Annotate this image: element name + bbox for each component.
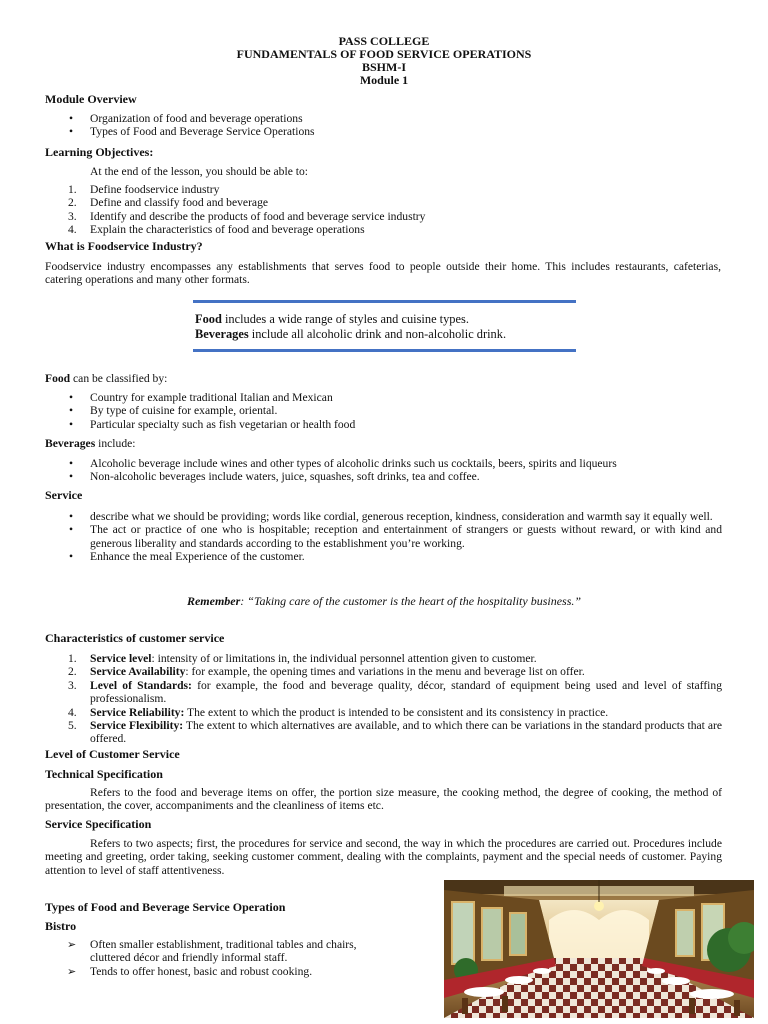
course-title: FUNDAMENTALS OF FOOD SERVICE OPERATIONS (236, 47, 532, 61)
list-item: ➢ Tends to offer honest, basic and robust cooking. (90, 965, 372, 978)
list-item: • Alcoholic beverage include wines and other types of alcoholic drinks such us cocktails, beers, spirits and liqueurs (90, 457, 730, 470)
level-heading: Level of Customer Service (45, 747, 180, 761)
document-header (0, 35, 768, 87)
list-item: 5. Service Flexibility: The extent to which alternatives are available, and to which there can be variations in the standard products that are offered. (68, 719, 722, 746)
list-item: 4. Explain the characteristics of food and beverage operations (68, 223, 365, 237)
list-item: • Types of Food and Beverage Service Operations (90, 125, 315, 138)
industry-paragraph: Foodservice industry encompasses any establishments that serves food to people outside their home. This includes restaurants, cafeterias, catering operations and many other formats. (45, 260, 721, 287)
box-top-rule (193, 300, 576, 303)
food-intro: Food can be classified by: (45, 372, 168, 385)
list-item: 4. Service Reliability: The extent to which the product is intended to be consistent and its consistency in practice. (68, 705, 609, 719)
list-item: • Organization of food and beverage operations (90, 112, 315, 125)
section-label: BSHM-I (361, 60, 406, 74)
list-item: 1. Define foodservice industry (68, 183, 220, 196)
box-bottom-rule (193, 349, 576, 352)
objectives-list (68, 183, 730, 237)
industry-heading: What is Foodservice Industry? (45, 239, 203, 253)
remember-quote: Remember: “Taking care of the customer is the heart of the hospitality business.” (186, 594, 582, 608)
bistro-list (90, 938, 372, 978)
characteristics-list (68, 652, 722, 746)
school-name: PASS COLLEGE (338, 34, 430, 48)
bistro-interior-photo (444, 880, 754, 1018)
list-item: 2. Service Availability: for example, the opening times and variations in the menu and beverage list on offer. (68, 665, 585, 679)
beverage-definition: Beverages include all alcoholic drink and non-alcoholic drink. (195, 327, 507, 341)
characteristics-heading: Characteristics of customer service (45, 631, 225, 645)
technical-spec-heading: Technical Specification (45, 767, 163, 781)
list-item: 2. Define and classify food and beverage (68, 196, 269, 210)
service-list (90, 510, 722, 564)
food-definition: Food includes a wide range of styles and cuisine types. (195, 312, 469, 326)
bistro-heading: Bistro (45, 919, 77, 933)
list-item: ➢ Often smaller establishment, traditional tables and chairs, cluttered décor and friendly informal staff. (90, 938, 372, 965)
list-item: • The act or practice of one who is hospitable; reception and entertainment of strangers or guests without reward, or with kind and generous liberality and standards according to the establishment you’re working. (90, 523, 722, 550)
overview-heading: Module Overview (45, 92, 137, 106)
food-list (90, 391, 355, 431)
definition-box (195, 312, 580, 342)
beverages-intro: Beverages include: (45, 437, 136, 450)
list-item: 3. Level of Standards: for example, the food and beverage quality, décor, standard of equipment being used and level of staffing professionalism. (68, 678, 722, 706)
service-spec-paragraph: Refers to two aspects; first, the procedures for service and second, the way in which the procedures are carried out. Procedures include meeting and greeting, order taking, seeking customer comment, dealing with the complaints, payment and the special needs of customer. Paying attention to level of staff attentiveness. (45, 837, 722, 877)
list-item: • By type of cuisine for example, oriental. (90, 404, 355, 417)
list-item: • Particular specialty such as fish vegetarian or health food (90, 418, 355, 431)
types-heading: Types of Food and Beverage Service Operation (45, 900, 286, 914)
bistro-illustration (444, 880, 754, 1018)
list-item: 1. Service level: intensity of or limitations in, the individual personnel attention given to customer. (68, 652, 537, 665)
overview-list (90, 112, 315, 139)
service-heading: Service (45, 488, 83, 502)
module-label: Module 1 (359, 73, 409, 87)
objectives-heading: Learning Objectives: (45, 145, 154, 159)
objectives-intro: At the end of the lesson, you should be able to: (90, 165, 308, 178)
list-item: • Country for example traditional Italian and Mexican (90, 391, 355, 404)
list-item: • Non-alcoholic beverages include waters, juice, squashes, soft drinks, tea and coffee. (90, 470, 730, 483)
list-item: • describe what we should be providing; words like cordial, generous reception, kindness, consideration and warmth say it equally well. (90, 510, 722, 523)
list-item: 3. Identify and describe the products of food and beverage service industry (68, 209, 426, 223)
list-item: • Enhance the meal Experience of the customer. (90, 550, 722, 563)
technical-spec-paragraph: Refers to the food and beverage items on offer, the portion size measure, the cooking method, the degree of cooking, the method of presentation, the cover, accompaniments and the cleanliness of items etc. (45, 786, 722, 813)
service-spec-heading: Service Specification (45, 817, 152, 831)
beverages-list (90, 457, 730, 484)
